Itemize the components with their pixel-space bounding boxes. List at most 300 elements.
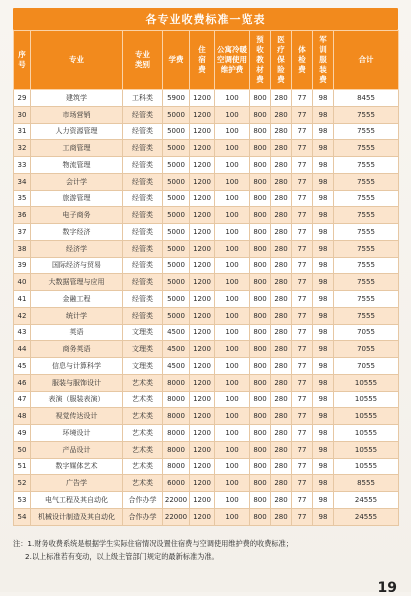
cell-category: 艺术类 (123, 458, 163, 475)
cell-textbook: 800 (250, 492, 271, 509)
cell-uniform: 98 (313, 224, 334, 241)
cell-medical: 280 (271, 391, 292, 408)
cell-ac: 100 (215, 173, 250, 190)
cell-medical: 280 (271, 240, 292, 257)
cell-textbook: 800 (250, 207, 271, 224)
cell-physical: 77 (292, 408, 313, 425)
cell-major: 数字媒体艺术 (31, 458, 123, 475)
cell-dorm: 1200 (190, 441, 215, 458)
cell-major: 会计学 (31, 173, 123, 190)
cell-physical: 77 (292, 140, 313, 157)
cell-textbook: 800 (250, 374, 271, 391)
cell-textbook: 800 (250, 123, 271, 140)
cell-medical: 280 (271, 173, 292, 190)
cell-no: 44 (14, 341, 31, 358)
cell-tuition: 5000 (163, 307, 190, 324)
cell-major: 建筑学 (31, 90, 123, 107)
cell-category: 经管类 (123, 274, 163, 291)
cell-no: 47 (14, 391, 31, 408)
cell-ac: 100 (215, 274, 250, 291)
cell-ac: 100 (215, 358, 250, 375)
col-header-label: 序号 (18, 50, 26, 69)
cell-category: 艺术类 (123, 374, 163, 391)
col-header-label: 体检费 (298, 45, 306, 74)
cell-uniform: 98 (313, 90, 334, 107)
cell-no: 43 (14, 324, 31, 341)
cell-dorm: 1200 (190, 90, 215, 107)
table-row (14, 458, 399, 475)
cell-ac: 100 (215, 425, 250, 442)
cell-total: 7555 (334, 106, 399, 123)
col-header-uniform (313, 31, 334, 90)
cell-total: 8455 (334, 90, 399, 107)
table-row (14, 140, 399, 157)
cell-medical: 280 (271, 274, 292, 291)
cell-no: 53 (14, 492, 31, 509)
cell-textbook: 800 (250, 257, 271, 274)
cell-category: 经管类 (123, 307, 163, 324)
cell-tuition: 5000 (163, 123, 190, 140)
cell-total: 7555 (334, 291, 399, 308)
cell-total: 10555 (334, 458, 399, 475)
cell-ac: 100 (215, 240, 250, 257)
cell-ac: 100 (215, 123, 250, 140)
cell-total: 7055 (334, 324, 399, 341)
cell-dorm: 1200 (190, 475, 215, 492)
cell-category: 工科类 (123, 90, 163, 107)
cell-no: 32 (14, 140, 31, 157)
col-header-label: 合计 (358, 55, 374, 64)
cell-physical: 77 (292, 492, 313, 509)
cell-major: 信息与计算科学 (31, 358, 123, 375)
cell-uniform: 98 (313, 324, 334, 341)
cell-ac: 100 (215, 475, 250, 492)
cell-ac: 100 (215, 207, 250, 224)
cell-medical: 280 (271, 140, 292, 157)
cell-category: 经管类 (123, 123, 163, 140)
cell-medical: 280 (271, 408, 292, 425)
cell-no: 38 (14, 240, 31, 257)
cell-medical: 280 (271, 492, 292, 509)
table-row (14, 425, 399, 442)
table-body (14, 90, 399, 526)
header-row (14, 31, 399, 90)
cell-physical: 77 (292, 207, 313, 224)
cell-major: 机械设计制造及其自动化 (31, 508, 123, 525)
cell-physical: 77 (292, 441, 313, 458)
col-header-label: 医疗保险费 (277, 35, 285, 84)
table-row (14, 441, 399, 458)
cell-uniform: 98 (313, 240, 334, 257)
cell-textbook: 800 (250, 240, 271, 257)
cell-total: 10555 (334, 441, 399, 458)
table-row (14, 224, 399, 241)
cell-total: 7555 (334, 274, 399, 291)
cell-ac: 100 (215, 291, 250, 308)
cell-textbook: 800 (250, 324, 271, 341)
page-number: 19 (377, 580, 397, 596)
cell-medical: 280 (271, 307, 292, 324)
table-row (14, 123, 399, 140)
cell-uniform: 98 (313, 408, 334, 425)
cell-category: 艺术类 (123, 408, 163, 425)
cell-category: 经管类 (123, 291, 163, 308)
cell-textbook: 800 (250, 157, 271, 174)
cell-ac: 100 (215, 157, 250, 174)
cell-category: 经管类 (123, 140, 163, 157)
table-row (14, 307, 399, 324)
cell-major: 商务英语 (31, 341, 123, 358)
cell-physical: 77 (292, 224, 313, 241)
cell-uniform: 98 (313, 458, 334, 475)
cell-textbook: 800 (250, 508, 271, 525)
cell-total: 7055 (334, 358, 399, 375)
cell-uniform: 98 (313, 358, 334, 375)
cell-textbook: 800 (250, 190, 271, 207)
table-row (14, 257, 399, 274)
table-row (14, 324, 399, 341)
table-row (14, 358, 399, 375)
table-row (14, 475, 399, 492)
col-header-label: 专业类别 (135, 50, 150, 69)
cell-category: 经管类 (123, 224, 163, 241)
cell-no: 41 (14, 291, 31, 308)
fee-table (13, 30, 399, 526)
cell-total: 24555 (334, 492, 399, 509)
cell-major: 服装与服饰设计 (31, 374, 123, 391)
cell-physical: 77 (292, 106, 313, 123)
cell-medical: 280 (271, 90, 292, 107)
cell-ac: 100 (215, 257, 250, 274)
cell-total: 7555 (334, 207, 399, 224)
cell-uniform: 98 (313, 274, 334, 291)
cell-textbook: 800 (250, 90, 271, 107)
cell-category: 艺术类 (123, 441, 163, 458)
cell-major: 工商管理 (31, 140, 123, 157)
cell-physical: 77 (292, 123, 313, 140)
cell-category: 经管类 (123, 207, 163, 224)
cell-ac: 100 (215, 374, 250, 391)
cell-textbook: 800 (250, 291, 271, 308)
cell-total: 7555 (334, 123, 399, 140)
cell-physical: 77 (292, 307, 313, 324)
cell-major: 人力资源管理 (31, 123, 123, 140)
cell-tuition: 5000 (163, 274, 190, 291)
notes (13, 537, 403, 563)
cell-uniform: 98 (313, 492, 334, 509)
cell-tuition: 5000 (163, 207, 190, 224)
cell-no: 50 (14, 441, 31, 458)
col-header-label: 军训服装费 (319, 35, 327, 84)
cell-physical: 77 (292, 157, 313, 174)
cell-uniform: 98 (313, 441, 334, 458)
cell-dorm: 1200 (190, 190, 215, 207)
cell-tuition: 5900 (163, 90, 190, 107)
cell-category: 经管类 (123, 257, 163, 274)
cell-ac: 100 (215, 408, 250, 425)
cell-medical: 280 (271, 358, 292, 375)
cell-major: 统计学 (31, 307, 123, 324)
cell-major: 数字经济 (31, 224, 123, 241)
cell-no: 36 (14, 207, 31, 224)
col-header-total (334, 31, 399, 90)
cell-tuition: 8000 (163, 391, 190, 408)
cell-major: 电子商务 (31, 207, 123, 224)
cell-dorm: 1200 (190, 341, 215, 358)
cell-total: 24555 (334, 508, 399, 525)
cell-dorm: 1200 (190, 224, 215, 241)
cell-no: 30 (14, 106, 31, 123)
cell-uniform: 98 (313, 291, 334, 308)
cell-no: 52 (14, 475, 31, 492)
cell-dorm: 1200 (190, 458, 215, 475)
cell-ac: 100 (215, 492, 250, 509)
cell-dorm: 1200 (190, 374, 215, 391)
cell-tuition: 5000 (163, 190, 190, 207)
col-header-label: 公寓冷暖空调使用维护费 (217, 45, 247, 74)
cell-total: 10555 (334, 408, 399, 425)
cell-total: 8555 (334, 475, 399, 492)
col-header-tuition (163, 31, 190, 90)
cell-dorm: 1200 (190, 240, 215, 257)
cell-physical: 77 (292, 341, 313, 358)
cell-medical: 280 (271, 425, 292, 442)
cell-uniform: 98 (313, 207, 334, 224)
cell-tuition: 4500 (163, 324, 190, 341)
cell-dorm: 1200 (190, 324, 215, 341)
cell-dorm: 1200 (190, 140, 215, 157)
cell-physical: 77 (292, 358, 313, 375)
cell-tuition: 22000 (163, 508, 190, 525)
cell-category: 经管类 (123, 240, 163, 257)
cell-major: 表演（服装表演） (31, 391, 123, 408)
table-row (14, 106, 399, 123)
cell-tuition: 6000 (163, 475, 190, 492)
cell-textbook: 800 (250, 441, 271, 458)
cell-medical: 280 (271, 475, 292, 492)
cell-uniform: 98 (313, 190, 334, 207)
cell-physical: 77 (292, 90, 313, 107)
cell-dorm: 1200 (190, 106, 215, 123)
cell-category: 文理类 (123, 324, 163, 341)
cell-major: 广告学 (31, 475, 123, 492)
cell-tuition: 5000 (163, 157, 190, 174)
cell-textbook: 800 (250, 425, 271, 442)
cell-category: 文理类 (123, 341, 163, 358)
cell-textbook: 800 (250, 458, 271, 475)
cell-tuition: 5000 (163, 173, 190, 190)
cell-total: 7555 (334, 173, 399, 190)
table-row (14, 291, 399, 308)
cell-tuition: 8000 (163, 458, 190, 475)
cell-physical: 77 (292, 274, 313, 291)
cell-ac: 100 (215, 508, 250, 525)
cell-textbook: 800 (250, 358, 271, 375)
cell-physical: 77 (292, 190, 313, 207)
cell-physical: 77 (292, 475, 313, 492)
cell-tuition: 8000 (163, 441, 190, 458)
cell-medical: 280 (271, 441, 292, 458)
cell-total: 7555 (334, 140, 399, 157)
cell-dorm: 1200 (190, 257, 215, 274)
col-header-medical (271, 31, 292, 90)
cell-physical: 77 (292, 173, 313, 190)
cell-major: 金融工程 (31, 291, 123, 308)
cell-category: 经管类 (123, 190, 163, 207)
cell-category: 合作办学 (123, 508, 163, 525)
cell-dorm: 1200 (190, 408, 215, 425)
cell-dorm: 1200 (190, 123, 215, 140)
table-row (14, 240, 399, 257)
cell-textbook: 800 (250, 408, 271, 425)
col-header-label: 学费 (168, 55, 184, 64)
table-row (14, 190, 399, 207)
cell-physical: 77 (292, 508, 313, 525)
cell-tuition: 5000 (163, 224, 190, 241)
col-header-label: 专业 (69, 55, 84, 64)
col-header-ac (215, 31, 250, 90)
cell-tuition: 5000 (163, 257, 190, 274)
col-header-dorm (190, 31, 215, 90)
cell-total: 7055 (334, 341, 399, 358)
cell-medical: 280 (271, 341, 292, 358)
cell-medical: 280 (271, 508, 292, 525)
cell-ac: 100 (215, 90, 250, 107)
cell-major: 大数据管理与应用 (31, 274, 123, 291)
cell-physical: 77 (292, 391, 313, 408)
cell-medical: 280 (271, 291, 292, 308)
cell-textbook: 800 (250, 140, 271, 157)
cell-dorm: 1200 (190, 508, 215, 525)
cell-textbook: 800 (250, 173, 271, 190)
cell-category: 文理类 (123, 358, 163, 375)
col-header-textbook (250, 31, 271, 90)
cell-total: 7555 (334, 240, 399, 257)
cell-ac: 100 (215, 391, 250, 408)
cell-uniform: 98 (313, 425, 334, 442)
cell-tuition: 5000 (163, 291, 190, 308)
table-row (14, 391, 399, 408)
table-row (14, 90, 399, 107)
cell-medical: 280 (271, 123, 292, 140)
cell-medical: 280 (271, 257, 292, 274)
cell-ac: 100 (215, 324, 250, 341)
cell-textbook: 800 (250, 106, 271, 123)
cell-uniform: 98 (313, 123, 334, 140)
cell-no: 48 (14, 408, 31, 425)
col-header-major (31, 31, 123, 90)
table-row (14, 207, 399, 224)
cell-tuition: 4500 (163, 358, 190, 375)
cell-major: 电气工程及其自动化 (31, 492, 123, 509)
table-row (14, 274, 399, 291)
cell-total: 7555 (334, 224, 399, 241)
cell-no: 35 (14, 190, 31, 207)
cell-ac: 100 (215, 458, 250, 475)
cell-no: 46 (14, 374, 31, 391)
cell-medical: 280 (271, 374, 292, 391)
table-row (14, 508, 399, 525)
cell-physical: 77 (292, 257, 313, 274)
note-line-1: 注：1.财务收费系统是根据学生实际住宿情况设置住宿费与空调使用维护费的收费标准； (13, 539, 293, 548)
cell-category: 艺术类 (123, 391, 163, 408)
note-line-2: 2.以上标准若有变动，以上级主管部门规定的最新标准为准。 (25, 552, 219, 561)
cell-major: 旅游管理 (31, 190, 123, 207)
cell-medical: 280 (271, 106, 292, 123)
table-row (14, 374, 399, 391)
cell-textbook: 800 (250, 224, 271, 241)
cell-textbook: 800 (250, 274, 271, 291)
cell-category: 合作办学 (123, 492, 163, 509)
cell-medical: 280 (271, 207, 292, 224)
cell-no: 54 (14, 508, 31, 525)
cell-physical: 77 (292, 240, 313, 257)
cell-dorm: 1200 (190, 492, 215, 509)
cell-major: 经济学 (31, 240, 123, 257)
cell-category: 艺术类 (123, 425, 163, 442)
cell-uniform: 98 (313, 391, 334, 408)
cell-uniform: 98 (313, 341, 334, 358)
cell-ac: 100 (215, 140, 250, 157)
table-row (14, 341, 399, 358)
cell-category: 经管类 (123, 157, 163, 174)
cell-dorm: 1200 (190, 358, 215, 375)
cell-uniform: 98 (313, 106, 334, 123)
cell-major: 市场营销 (31, 106, 123, 123)
cell-tuition: 5000 (163, 140, 190, 157)
table-row (14, 492, 399, 509)
cell-tuition: 4500 (163, 341, 190, 358)
cell-category: 艺术类 (123, 475, 163, 492)
cell-no: 39 (14, 257, 31, 274)
cell-uniform: 98 (313, 140, 334, 157)
cell-physical: 77 (292, 425, 313, 442)
cell-total: 7555 (334, 190, 399, 207)
cell-uniform: 98 (313, 508, 334, 525)
cell-physical: 77 (292, 324, 313, 341)
col-header-category (123, 31, 163, 90)
cell-total: 10555 (334, 391, 399, 408)
cell-dorm: 1200 (190, 391, 215, 408)
cell-tuition: 8000 (163, 408, 190, 425)
cell-no: 37 (14, 224, 31, 241)
cell-major: 物流管理 (31, 157, 123, 174)
cell-uniform: 98 (313, 173, 334, 190)
cell-physical: 77 (292, 291, 313, 308)
cell-tuition: 22000 (163, 492, 190, 509)
cell-textbook: 800 (250, 391, 271, 408)
cell-no: 34 (14, 173, 31, 190)
cell-major: 视觉传达设计 (31, 408, 123, 425)
cell-ac: 100 (215, 307, 250, 324)
cell-medical: 280 (271, 458, 292, 475)
cell-no: 29 (14, 90, 31, 107)
cell-no: 45 (14, 358, 31, 375)
cell-ac: 100 (215, 224, 250, 241)
cell-uniform: 98 (313, 157, 334, 174)
cell-no: 33 (14, 157, 31, 174)
cell-dorm: 1200 (190, 207, 215, 224)
cell-major: 国际经济与贸易 (31, 257, 123, 274)
cell-no: 42 (14, 307, 31, 324)
cell-uniform: 98 (313, 307, 334, 324)
cell-dorm: 1200 (190, 307, 215, 324)
cell-textbook: 800 (250, 341, 271, 358)
table-row (14, 157, 399, 174)
cell-ac: 100 (215, 441, 250, 458)
cell-category: 经管类 (123, 173, 163, 190)
cell-tuition: 8000 (163, 374, 190, 391)
